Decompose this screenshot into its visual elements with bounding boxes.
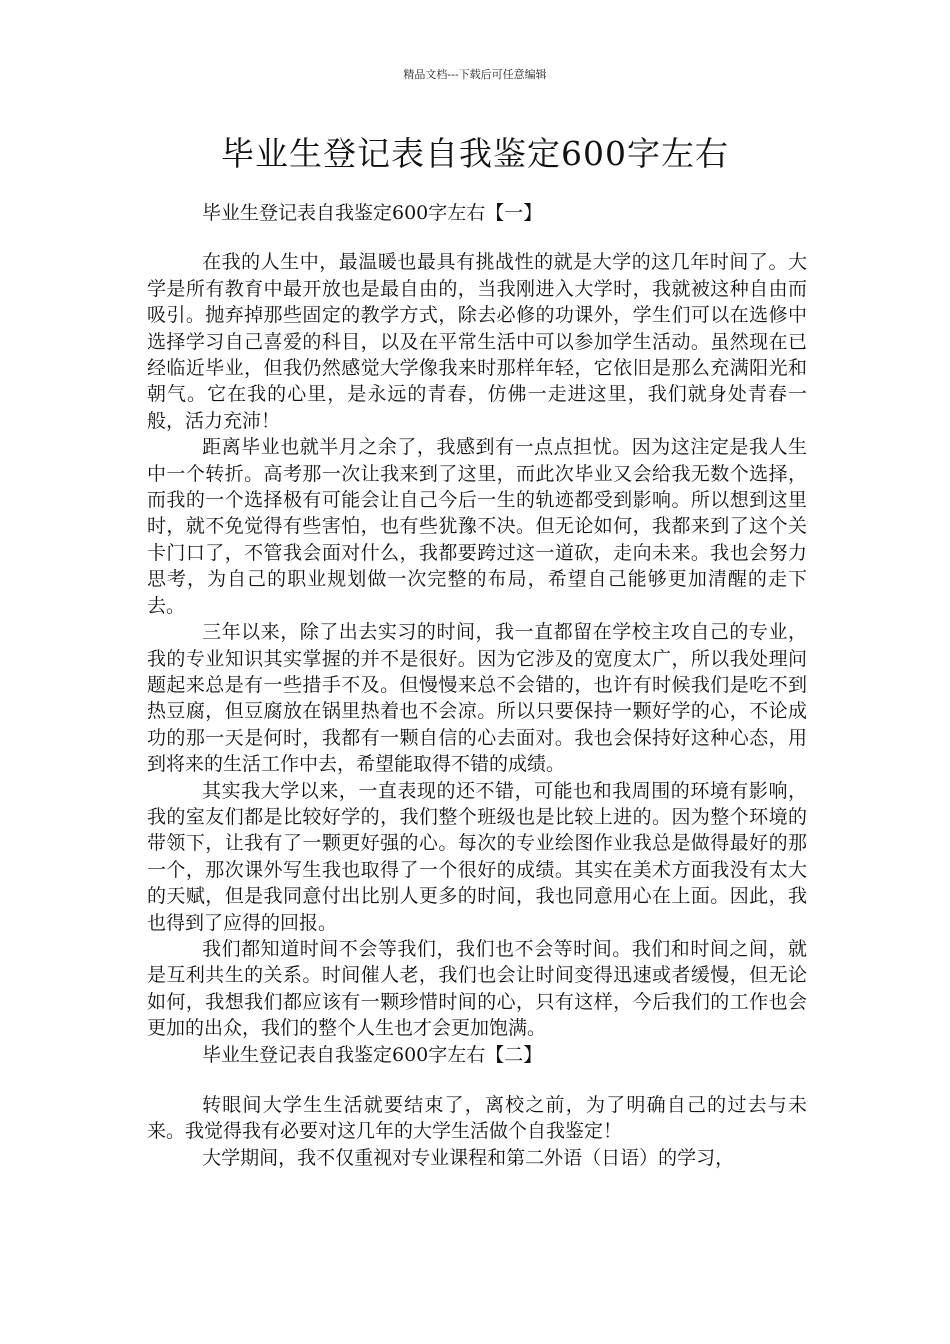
paragraph: 大学期间，我不仅重视对专业课程和第二外语（日语）的学习， xyxy=(202,1146,735,1169)
paragraph: 其实我大学以来，一直表现的还不错，可能也和我周围的环境有影响，我的室友们都是比较好学的，我们整个班级也是比较上进的。因为整个环境的带领下，让我有了一颗更好强的心。每次的专业绘图作业我总是做得最好的那一个，那次课外写生我也取得了一个很好的成绩。其实在美术方面我没有太大的天赋，但是我同意付出比别人更多的时间，我也同意用心在上面。因此，我也得到了应得的回报。 xyxy=(147,779,807,934)
section-heading-1: 毕业生登记表自我鉴定600字左右【一】 xyxy=(202,202,543,224)
paragraph: 距离毕业也就半月之余了，我感到有一点点担忧。因为这注定是我人生中一个转折。高考那一次让我来到了这里，而此次毕业又会给我无数个选择，而我的一个选择极有可能会让自己今后一生的轨迹都受到影响。所以想到这里时，就不免觉得有些害怕，也有些犹豫不决。但无论如何，我都来到了这个关卡门口了，不管我会面对什么，我都要跨过这一道砍，走向未来。我也会努力思考，为自己的职业规划做一次完整的布局，希望自己能够更加清醒的走下去。 xyxy=(147,436,807,617)
section-heading-2: 毕业生登记表自我鉴定600字左右【二】 xyxy=(202,1043,543,1066)
document-title: 毕业生登记表自我鉴定600字左右 xyxy=(221,134,729,173)
paragraph: 我们都知道时间不会等我们，我们也不会等时间。我们和时间之间，就是互利共生的关系。时间催人老，我们也会让时间变得迅速或者缓慢，但无论如何，我想我们都应该有一颗珍惜时间的心，只有这样，今后我们的工作也会更加的出众，我们的整个人生也才会更加饱满。 xyxy=(147,937,807,1040)
paragraph: 三年以来，除了出去实习的时间，我一直都留在学校主攻自己的专业，我的专业知识其实掌握的并不是很好。因为它涉及的宽度太广，所以我处理问题起来总是有一些措手不及。但慢慢来总不会错的，也许有时候我们是吃不到热豆腐，但豆腐放在锅里热着也不会凉。所以只要保持一颗好学的心，不论成功的那一天是何时，我都有一颗自信的心去面对。我也会保持好这种心态，用到将来的生活工作中去，希望能取得不错的成绩。 xyxy=(147,621,807,776)
page-header-note: 精品文档---下载后可任意编辑 xyxy=(403,68,547,81)
paragraph: 在我的人生中，最温暖也最具有挑战性的就是大学的这几年时间了。大学是所有教育中最开放也是最自由的，当我刚进入大学时，我就被这种自由而吸引。抛弃掉那些固定的教学方式，除去必修的功课外，学生们可以在选修中选择学习自己喜爱的科目，以及在平常生活中可以参加学生活动。虽然现在已经临近毕业，但我仍然感觉大学像我来时那样年轻，它依旧是那么充满阳光和朝气。它在我的心里，是永远的青春，仿佛一走进这里，我们就身处青春一般，活力充沛！ xyxy=(147,251,807,432)
document-body xyxy=(147,200,807,1171)
paragraph: 转眼间大学生生活就要结束了，离校之前，为了明确自己的过去与未来。我觉得我有必要对这几年的大学生活做个自我鉴定！ xyxy=(147,1094,807,1143)
